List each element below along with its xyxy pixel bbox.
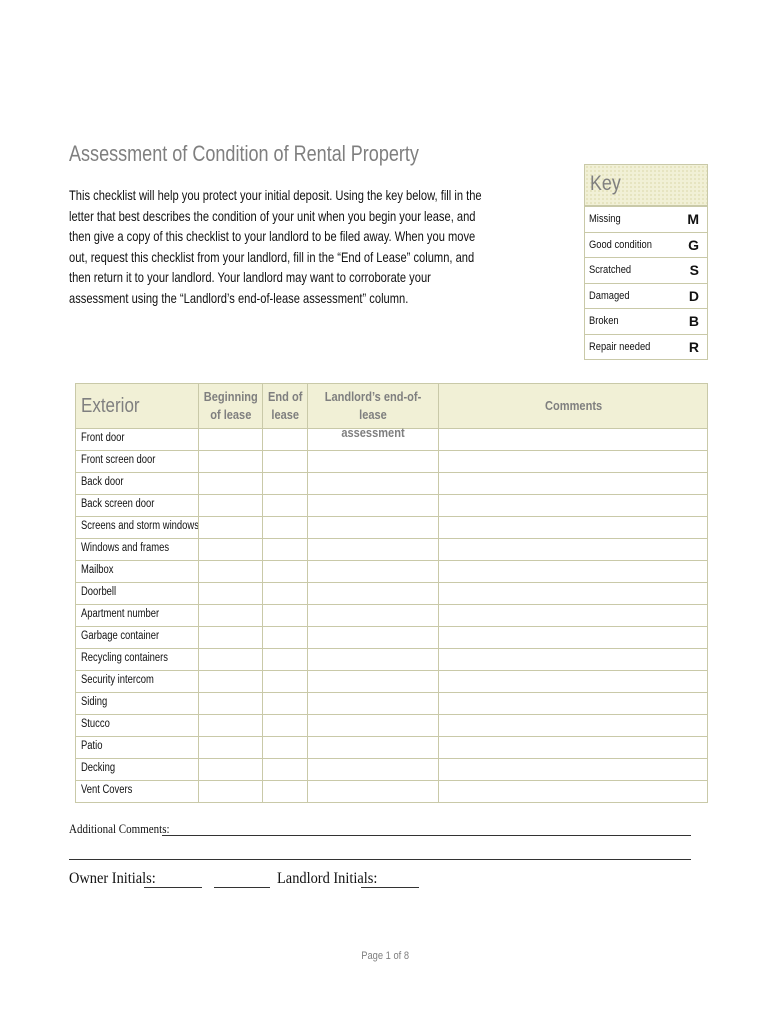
cell-landlord[interactable] (307, 451, 438, 472)
cell-end[interactable] (262, 583, 307, 604)
table-row (76, 560, 707, 582)
cell-landlord[interactable] (307, 649, 438, 670)
key-label: Damaged (589, 289, 630, 302)
exterior-rows (76, 429, 707, 802)
intro-line: letter that best describes the condition of your unit when you begin your lease, and (69, 208, 476, 224)
cell-comments[interactable] (438, 737, 707, 758)
cell-beginning[interactable] (198, 583, 262, 604)
table-row (76, 538, 707, 560)
cell-landlord[interactable] (307, 429, 438, 450)
row-label: Doorbell (81, 586, 117, 598)
cell-beginning[interactable] (198, 715, 262, 736)
cell-landlord[interactable] (307, 671, 438, 692)
page-number: Page 1 of 8 (361, 950, 409, 962)
key-row (585, 232, 707, 258)
col-comments-label: Comments (544, 398, 603, 413)
table-row (76, 714, 707, 736)
cell-end[interactable] (262, 693, 307, 714)
cell-comments[interactable] (438, 715, 707, 736)
table-row (76, 626, 707, 648)
row-label: Security intercom (81, 674, 154, 686)
cell-comments[interactable] (438, 517, 707, 538)
key-label: Scratched (589, 264, 632, 277)
table-row (76, 648, 707, 670)
cell-landlord[interactable] (307, 495, 438, 516)
page-footer (0, 950, 770, 962)
table-row (76, 516, 707, 538)
row-label: Apartment number (81, 608, 160, 620)
key-header (585, 165, 707, 206)
initials-row (69, 870, 156, 888)
owner-initials-label: Owner Initials: (69, 870, 156, 887)
intro-line: assessment using the “Landlord’s end-of-lease assessment” column. (69, 290, 409, 306)
cell-comments[interactable] (438, 627, 707, 648)
cell-landlord[interactable] (307, 715, 438, 736)
cell-comments[interactable] (438, 429, 707, 450)
owner-initials-field-1[interactable] (144, 887, 202, 888)
col-landlord-line1: Landlord’s end-of-lease (324, 389, 422, 422)
cell-beginning[interactable] (198, 737, 262, 758)
col-landlord-line2: assessment (341, 425, 405, 440)
cell-beginning[interactable] (198, 693, 262, 714)
col-landlord-assessment (307, 384, 438, 440)
cell-landlord[interactable] (307, 737, 438, 758)
row-label: Patio (81, 740, 103, 752)
additional-comments-line-2[interactable] (69, 859, 691, 860)
table-row (76, 450, 707, 472)
key-label: Good condition (589, 238, 652, 251)
table-row (76, 736, 707, 758)
cell-beginning[interactable] (198, 429, 262, 450)
cell-beginning[interactable] (198, 649, 262, 670)
cell-landlord[interactable] (307, 583, 438, 604)
cell-landlord[interactable] (307, 605, 438, 626)
key-code: S (689, 262, 699, 279)
key-label: Missing (589, 213, 621, 226)
cell-beginning[interactable] (198, 759, 262, 780)
additional-comments-line-1[interactable] (162, 835, 691, 836)
key-title: Key (590, 172, 621, 195)
cell-end[interactable] (262, 715, 307, 736)
table-row (76, 429, 707, 450)
col-end-of-lease (262, 384, 307, 428)
cell-beginning[interactable] (198, 517, 262, 538)
key-code: G (688, 236, 699, 253)
cell-comments[interactable] (438, 671, 707, 692)
key-row (585, 206, 707, 232)
table-row (76, 472, 707, 494)
cell-beginning[interactable] (198, 451, 262, 472)
col-beginning-line2: of lease (210, 407, 252, 422)
intro-paragraph (69, 186, 482, 309)
row-label: Siding (81, 696, 108, 708)
cell-end[interactable] (262, 627, 307, 648)
row-label: Mailbox (81, 564, 114, 576)
key-row (585, 334, 707, 360)
key-code: D (688, 287, 699, 304)
table-row (76, 692, 707, 714)
cell-comments[interactable] (438, 561, 707, 582)
cell-comments[interactable] (438, 781, 707, 802)
cell-landlord[interactable] (307, 539, 438, 560)
cell-comments[interactable] (438, 495, 707, 516)
cell-beginning[interactable] (198, 605, 262, 626)
cell-landlord[interactable] (307, 759, 438, 780)
cell-end[interactable] (262, 451, 307, 472)
key-code: R (688, 338, 699, 355)
cell-beginning[interactable] (198, 495, 262, 516)
cell-end[interactable] (262, 539, 307, 560)
exterior-table (75, 383, 708, 803)
intro-line: then return it to your landlord. Your landlord may want to corroborate your (69, 270, 431, 285)
key-code: M (687, 211, 699, 228)
col-beginning-line1: Beginning (203, 389, 258, 404)
row-label: Front screen door (81, 454, 156, 466)
intro-line: This checklist will help you protect your initial deposit. Using the key below, fill in the (69, 188, 482, 203)
cell-end[interactable] (262, 605, 307, 626)
cell-landlord[interactable] (307, 693, 438, 714)
cell-end[interactable] (262, 429, 307, 450)
cell-comments[interactable] (438, 649, 707, 670)
key-label: Broken (589, 315, 619, 328)
cell-comments[interactable] (438, 473, 707, 494)
cell-beginning[interactable] (198, 627, 262, 648)
cell-end[interactable] (262, 781, 307, 802)
key-row (585, 308, 707, 334)
cell-end[interactable] (262, 473, 307, 494)
owner-initials-field-2[interactable] (214, 887, 270, 888)
table-row (76, 582, 707, 604)
row-label: Back screen door (81, 498, 155, 510)
col-beginning-of-lease (198, 384, 262, 428)
row-label: Garbage container (81, 630, 160, 642)
cell-landlord[interactable] (307, 517, 438, 538)
cell-end[interactable] (262, 759, 307, 780)
key-row (585, 283, 707, 309)
row-label: Stucco (81, 718, 110, 730)
landlord-initials-label: Landlord Initials: (277, 870, 378, 887)
table-row (76, 494, 707, 516)
cell-end[interactable] (262, 561, 307, 582)
row-label: Decking (81, 762, 116, 774)
page-title: Assessment of Condition of Rental Property (69, 141, 419, 166)
cell-comments[interactable] (438, 605, 707, 626)
table-row (76, 604, 707, 626)
cell-beginning[interactable] (198, 539, 262, 560)
landlord-initials (277, 870, 377, 888)
cell-beginning[interactable] (198, 671, 262, 692)
cell-comments[interactable] (438, 759, 707, 780)
cell-beginning[interactable] (198, 561, 262, 582)
col-end-line2: lease (271, 407, 299, 422)
cell-comments[interactable] (438, 539, 707, 560)
row-label: Back door (81, 476, 124, 488)
cell-landlord[interactable] (307, 627, 438, 648)
key-row (585, 257, 707, 283)
cell-landlord[interactable] (307, 561, 438, 582)
col-comments (438, 384, 708, 428)
cell-comments[interactable] (438, 693, 707, 714)
row-label: Front door (81, 432, 125, 444)
key-code: B (688, 313, 699, 330)
cell-beginning[interactable] (198, 473, 262, 494)
additional-comments-label: Additional Comments: (69, 822, 170, 836)
intro-line: then give a copy of this checklist to your landlord to be filed away. When you move (69, 229, 476, 244)
row-label: Vent Covers (81, 784, 133, 796)
table-row (76, 670, 707, 692)
cell-landlord[interactable] (307, 473, 438, 494)
cell-end[interactable] (262, 671, 307, 692)
cell-beginning[interactable] (198, 781, 262, 802)
key-table (584, 164, 708, 360)
cell-comments[interactable] (438, 451, 707, 472)
cell-end[interactable] (262, 517, 307, 538)
table-row (76, 780, 707, 802)
row-label: Recycling containers (81, 652, 169, 664)
exterior-title: Exterior (81, 395, 140, 417)
cell-comments[interactable] (438, 583, 707, 604)
row-label: Screens and storm windows (81, 520, 199, 532)
table-row (76, 758, 707, 780)
cell-landlord[interactable] (307, 781, 438, 802)
row-label: Windows and frames (81, 542, 170, 554)
cell-end[interactable] (262, 649, 307, 670)
cell-end[interactable] (262, 495, 307, 516)
landlord-initials-field[interactable] (361, 887, 419, 888)
intro-line: out, request this checklist from your landlord, fill in the “End of Lease” column, and (69, 249, 475, 265)
col-end-line1: End of (267, 389, 303, 404)
key-label: Repair needed (589, 340, 651, 353)
cell-end[interactable] (262, 737, 307, 758)
